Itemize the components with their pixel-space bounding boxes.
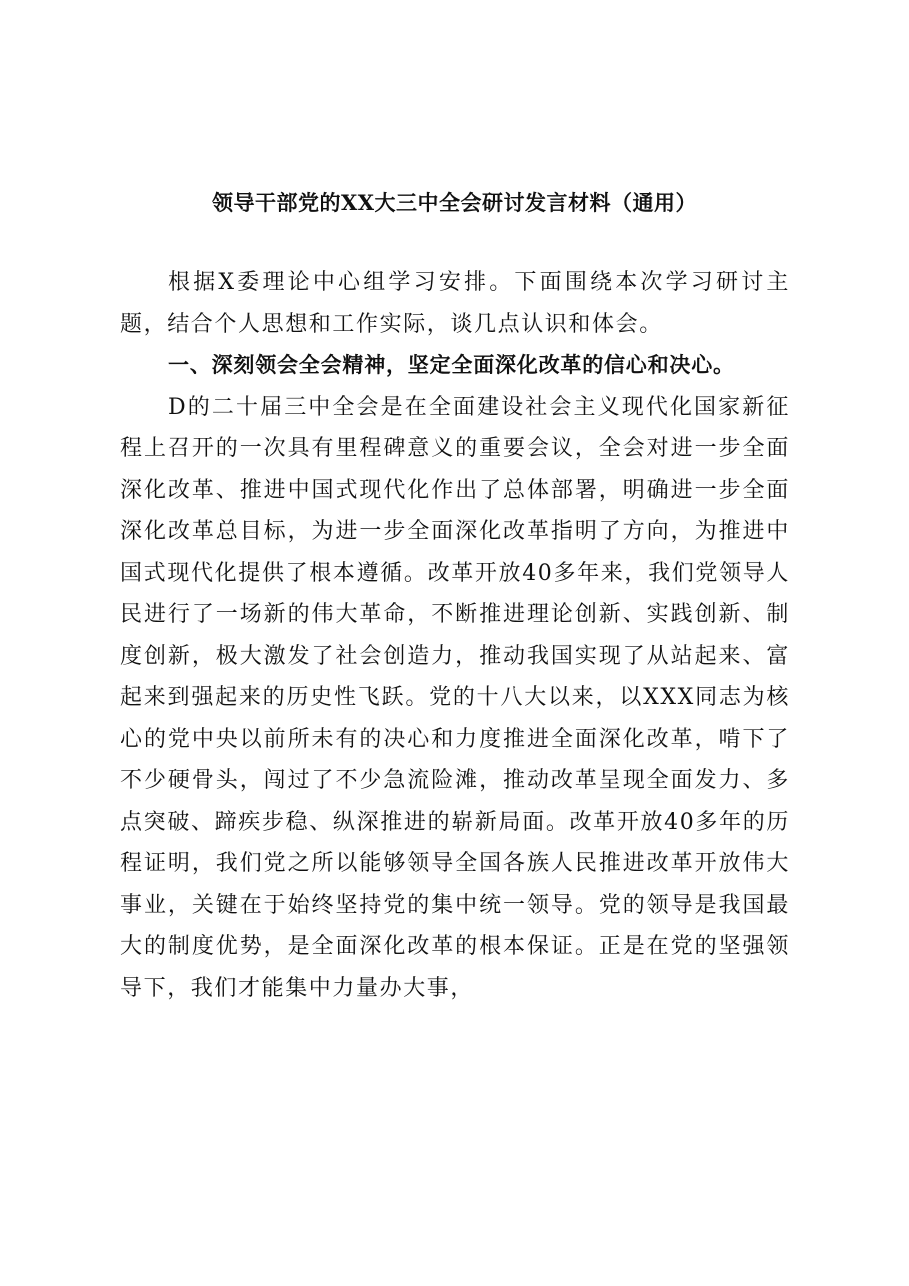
document-body [120,262,790,1009]
intro-paragraph: 根据X委理论中心组学习安排。下面围绕本次学习研讨主题，结合个人思想和工作实际，谈几点认识和体会。 [120,270,790,337]
body-paragraph: D的二十届三中全会是在全面建设社会主义现代化国家新征程上召开的一次具有里程碑意义的重要会议，全会对进一步全面深化改革、推进中国式现代化作出了总体部署，明确进一步全面深化改革总目标，为进一步全面深化改革指明了方向，为推进中国式现代化提供了根本遵循。改革开放40多年来，我们党领导人民进行了一场新的伟大革命，不断推进理论创新、实践创新、制度创新，极大激发了社会创造力，推动我国实现了从站起来、富起来到强起来的历史性飞跃。党的十八大以来，以XXX同志为核心的党中央以前所未有的决心和力度推进全面深化改革，啃下了不少硬骨头，闯过了不少急流险滩，推动改革呈现全面发力、多点突破、蹄疾步稳、纵深推进的崭新局面。改革开放40多年的历程证明，我们党之所以能够领导全国各族人民推进改革开放伟大事业，关键在于始终坚持党的集中统一领导。党的领导是我国最大的制度优势，是全面深化改革的根本保证。正是在党的坚强领导下，我们才能集中力量办大事， [120,394,790,1001]
document-title: 领导干部党的XX大三中全会研讨发言材料（通用） [211,190,698,215]
section-heading: 一、深刻领会全会精神，坚定全面深化改革的信心和决心。 [168,353,735,377]
